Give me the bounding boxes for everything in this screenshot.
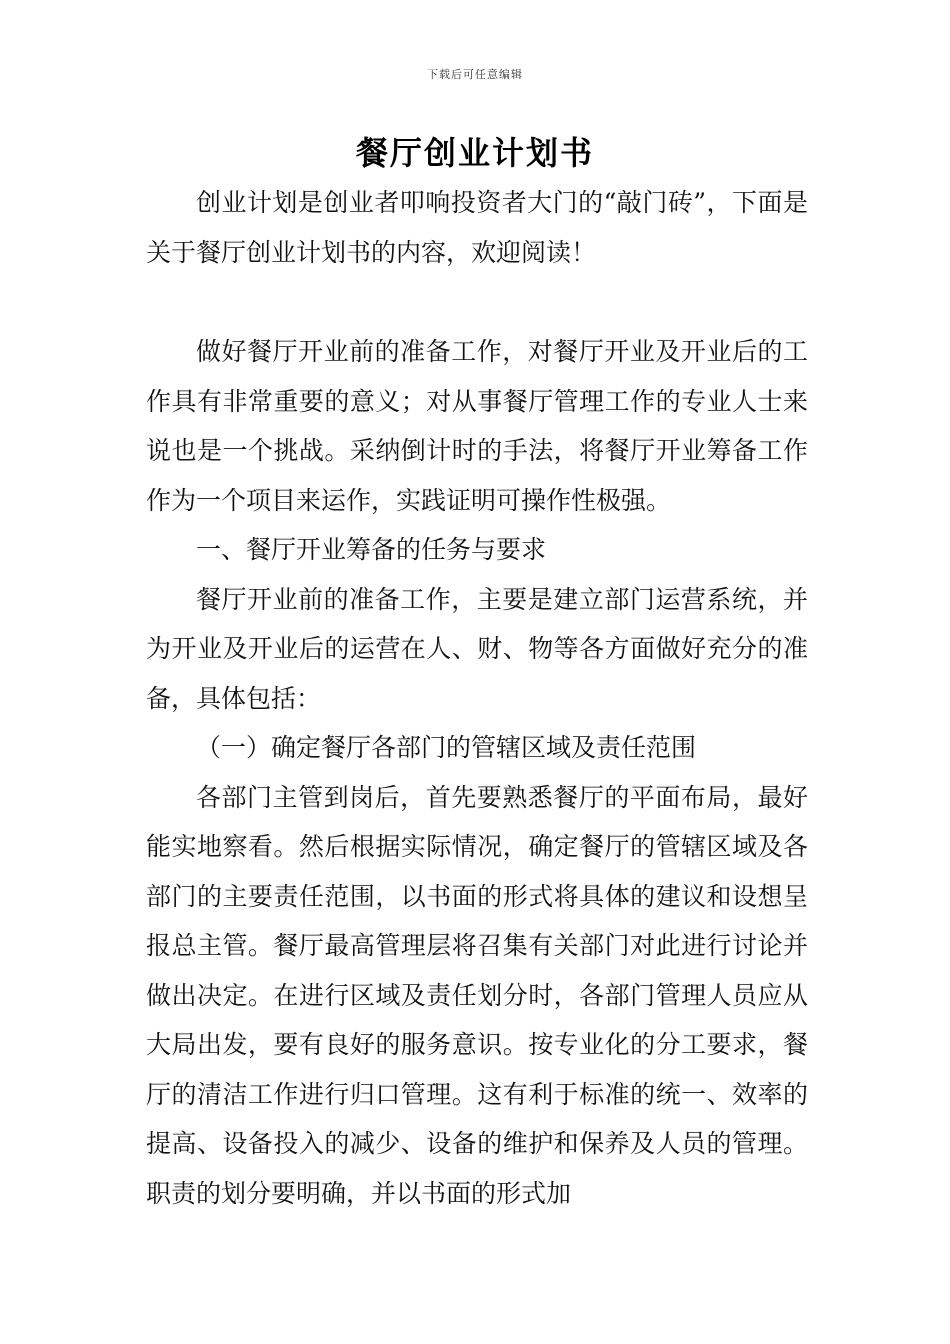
document-title: 餐厅创业计划书 [355,134,594,172]
header-note: 下载后可任意编辑 [427,68,523,81]
intro-paragraph: 创业计划是创业者叩响投资者大门的“敲门砖”，下面是关于餐厅创业计划书的内容，欢迎阅读！ [146,188,808,267]
section-heading: 一、餐厅开业筹备的任务与要求 [196,535,547,564]
subsection-heading: （一）确定餐厅各部门的管辖区域及责任范围 [196,733,697,762]
body-paragraph: 做好餐厅开业前的准备工作，对餐厅开业及开业后的工作具有非常重要的意义；对从事餐厅管理工作的专业人士来说也是一个挑战。采纳倒计时的手法，将餐厅开业筹备工作作为一个项目来运作，实践证明可操作性极强。 [146,337,808,515]
body-paragraph: 餐厅开业前的准备工作，主要是建立部门运营系统，并为开业及开业后的运营在人、财、物等各方面做好充分的准备，具体包括： [146,584,808,713]
main-body [146,327,808,1218]
intro-block [146,178,808,277]
body-paragraph: 各部门主管到岗后，首先要熟悉餐厅的平面布局，最好能实地察看。然后根据实际情况，确定餐厅的管辖区域及各部门的主要责任范围，以书面的形式将具体的建议和设想呈报总主管。餐厅最高管理层将召集有关部门对此进行讨论并做出决定。在进行区域及责任划分时，各部门管理人员应从大局出发，要有良好的服务意识。按专业化的分工要求，餐厅的清洁工作进行归口管理。这有利于标准的统一、效率的提高、设备投入的减少、设备的维护和保养及人员的管理。职责的划分要明确，并以书面的形式加 [146,782,808,1208]
